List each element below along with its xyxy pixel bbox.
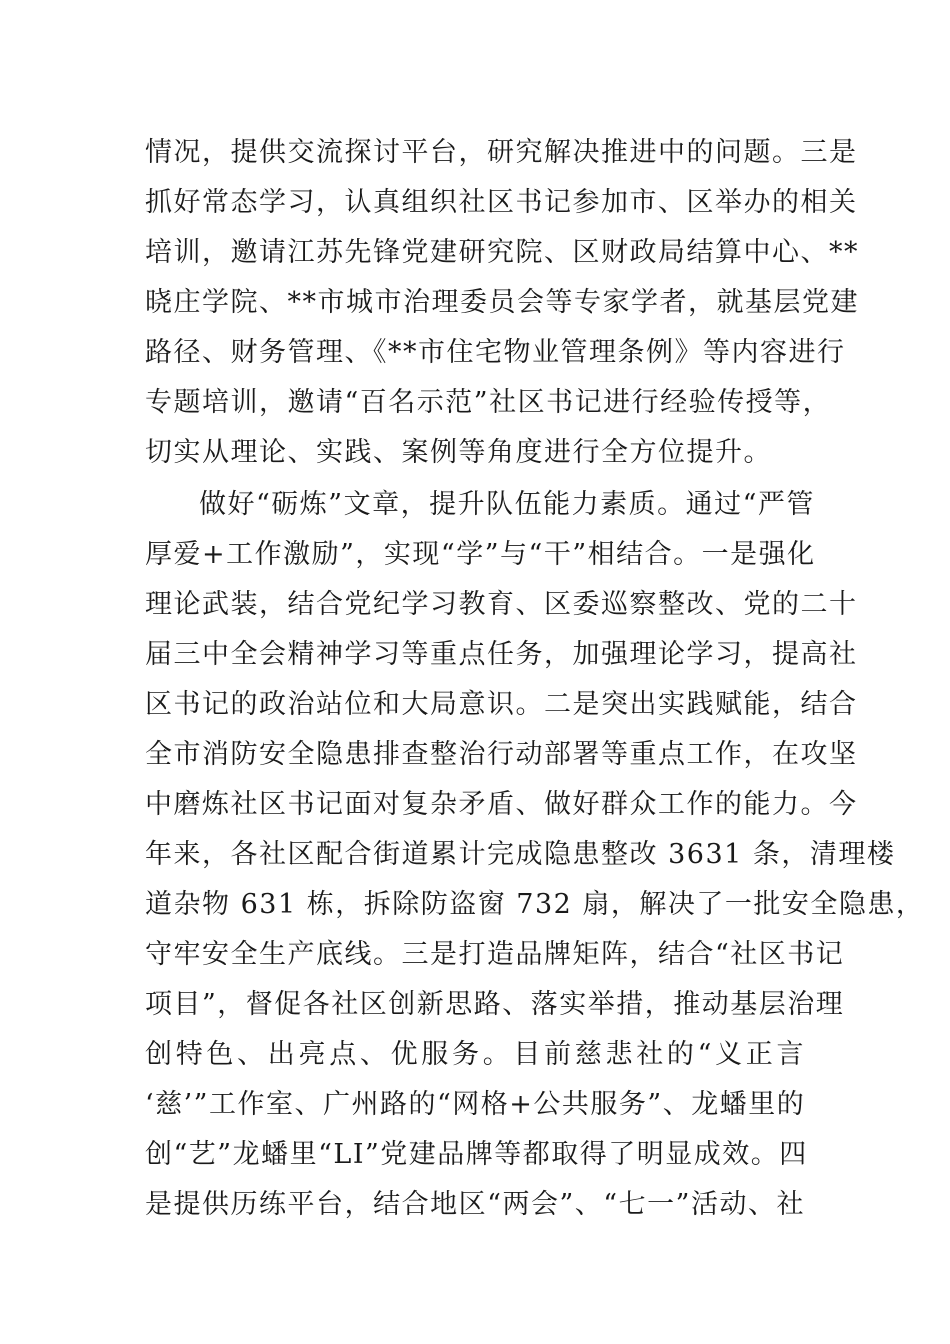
paragraph-1-line-7: 切实从理论、实践、案例等角度进行全方位提升。: [145, 437, 772, 468]
paragraph-2-line-6: 全市消防安全隐患排查整治行动部署等重点工作，在攻坚: [145, 739, 858, 770]
paragraph-2-line-1: 做好“砺炼”文章，提升队伍能力素质。通过“严管: [199, 489, 815, 520]
paragraph-2-line-8: 年来，各社区配合街道累计完成隐患整改 3631 条，清理楼: [145, 839, 896, 870]
paragraph-1-line-6: 专题培训，邀请“百名示范”社区书记进行经验传授等，: [145, 387, 832, 418]
paragraph-2-line-15: 是提供历练平台，结合地区“两会”、“七一”活动、社: [145, 1189, 805, 1220]
paragraph-1-line-3: 培训，邀请江苏先锋党建研究院、区财政局结算中心、**: [145, 237, 859, 268]
paragraph-1-line-1: 情况，提供交流探讨平台，研究解决推进中的问题。三是: [145, 137, 858, 168]
paragraph-2-line-11: 项目”，督促各社区创新思路、落实举措，推动基层治理: [145, 989, 845, 1020]
paragraph-2-line-9: 道杂物 631 栋，拆除防盗窗 732 扇，解决了一批安全隐患，: [145, 889, 925, 920]
paragraph-1-line-2: 抓好常态学习，认真组织社区书记参加市、区举办的相关: [145, 187, 858, 218]
paragraph-2-line-12: 创特色、出亮点、优服务。目前慈悲社的“义正言: [145, 1039, 805, 1070]
paragraph-2-line-2: 厚爱+工作激励”，实现“学”与“干”相结合。一是强化: [145, 539, 816, 570]
paragraph-2-line-3: 理论武装，结合党纪学习教育、区委巡察整改、党的二十: [145, 589, 858, 620]
paragraph-2-line-5: 区书记的政治站位和大局意识。二是突出实践赋能，结合: [145, 689, 858, 720]
paragraph-2-line-4: 届三中全会精神学习等重点任务，加强理论学习，提高社: [145, 639, 858, 670]
paragraph-1-line-4: 晓庄学院、**市城市治理委员会等专家学者，就基层党建: [145, 287, 859, 318]
paragraph-2-line-7: 中磨炼社区书记面对复杂矛盾、做好群众工作的能力。今: [145, 789, 858, 820]
paragraph-2-line-14: 创“艺”龙蟠里“LI”党建品牌等都取得了明显成效。四: [145, 1139, 808, 1170]
paragraph-2-line-10: 守牢安全生产底线。三是打造品牌矩阵，结合“社区书记: [145, 939, 845, 970]
paragraph-1-line-5: 路径、财务管理、《**市住宅物业管理条例》等内容进行: [145, 337, 846, 368]
paragraph-2-line-13: ‘慈’”工作室、广州路的“网格+公共服务”、龙蟠里的: [145, 1089, 806, 1120]
